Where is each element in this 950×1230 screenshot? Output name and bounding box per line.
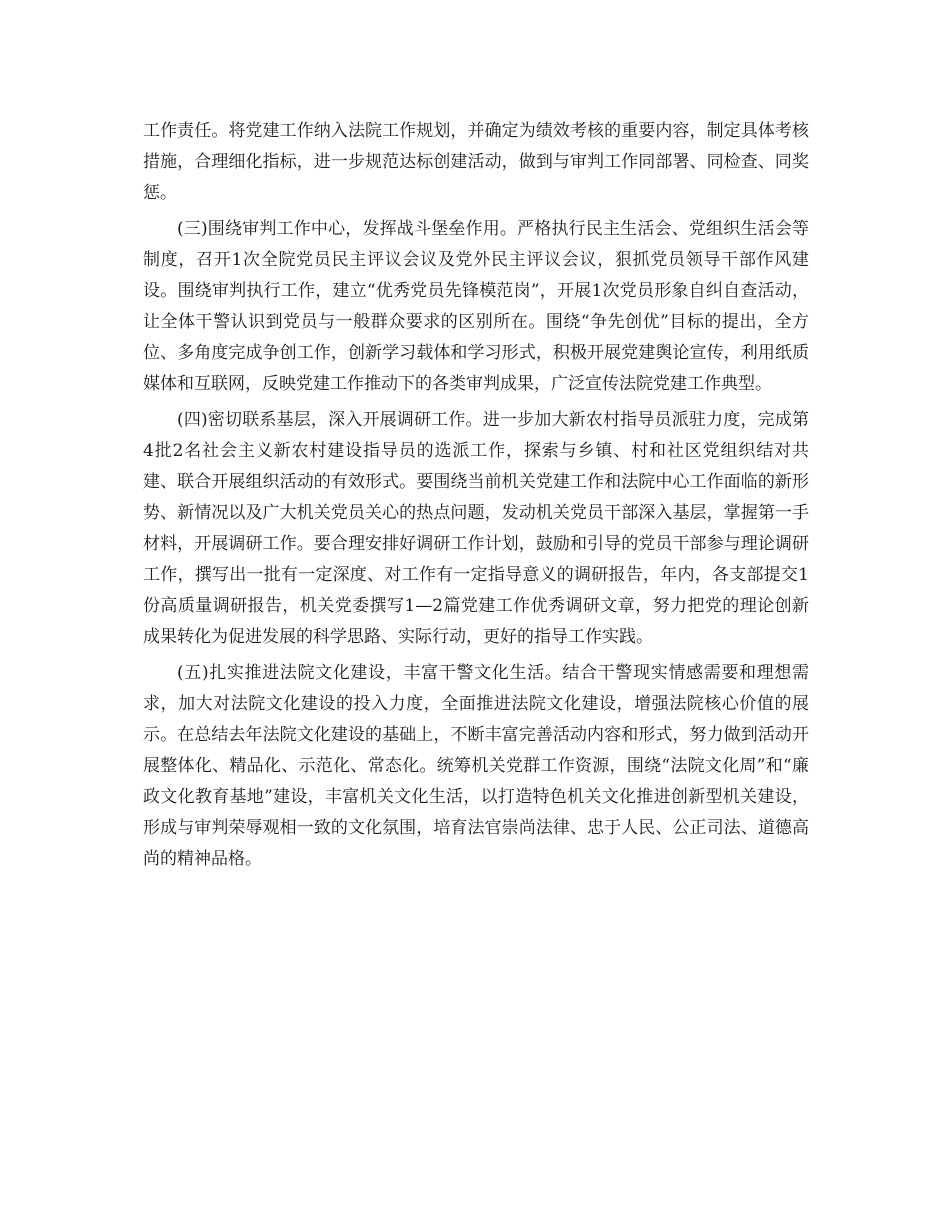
paragraph-section-four: (四)密切联系基层，深入开展调研工作。进一步加大新农村指导员派驻力度，完成第4批2名社会主义新农村建设指导员的选派工作，探索与乡镇、村和社区党组织结对共建、联合开展组织活动的有效形式。要围绕当前机关党建工作和法院中心工作面临的新形势、新情况以及广大机关党员关心的热点问题，发动机关党员干部深入基层，掌握第一手材料，开展调研工作。要合理安排好调研工作计划，鼓励和引导的党员干部参与理论调研工作，撰写出一批有一定深度、对工作有一定指导意义的调研报告，年内，各支部提交1份高质量调研报告，机关党委撰写1—2篇党建工作优秀调研文章，努力把党的理论创新成果转化为促进发展的科学思路、实际行动，更好的指导工作实践。 <box>143 410 809 647</box>
paragraph-section-five: (五)扎实推进法院文化建设，丰富干警文化生活。结合干警现实情感需要和理想需求，加大对法院文化建设的投入力度，全面推进法院文化建设，增强法院核心价值的展示。在总结去年法院文化建设的基础上，不断丰富完善活动内容和形式，努力做到活动开展整体化、精品化、示范化、常态化。统筹机关党群工作资源，围绕“法院文化周”和“廉政文化教育基地”建设，丰富机关文化生活，以打造特色机关文化推进创新型机关建设，形成与审判荣辱观相一致的文化氛围，培育法官崇尚法律、忠于人民、公正司法、道德高尚的精神品格。 <box>143 663 809 869</box>
paragraph-section-three: (三)围绕审判工作中心，发挥战斗堡垒作用。严格执行民主生活会、党组织生活会等制度，召开1次全院党员民主评议会议及党外民主评议会议，狠抓党员领导干部作风建设。围绕审判执行工作，建立“优秀党员先锋模范岗”，开展1次党员形象自纠自查活动，让全体干警认识到党员与一般群众要求的区别所在。围绕“争先创优”目标的提出，全方位、多角度完成争创工作，创新学习载体和学习形式，积极开展党建舆论宣传，利用纸质媒体和互联网，反映党建工作推动下的各类审判成果，广泛宣传法院党建工作典型。 <box>143 219 809 394</box>
document-body <box>143 116 809 880</box>
paragraph-work-responsibility: 工作责任。将党建工作纳入法院工作规划，并确定为绩效考核的重要内容，制定具体考核措施，合理细化指标，进一步规范达标创建活动，做到与审判工作同部署、同检查、同奖惩。 <box>143 121 809 203</box>
